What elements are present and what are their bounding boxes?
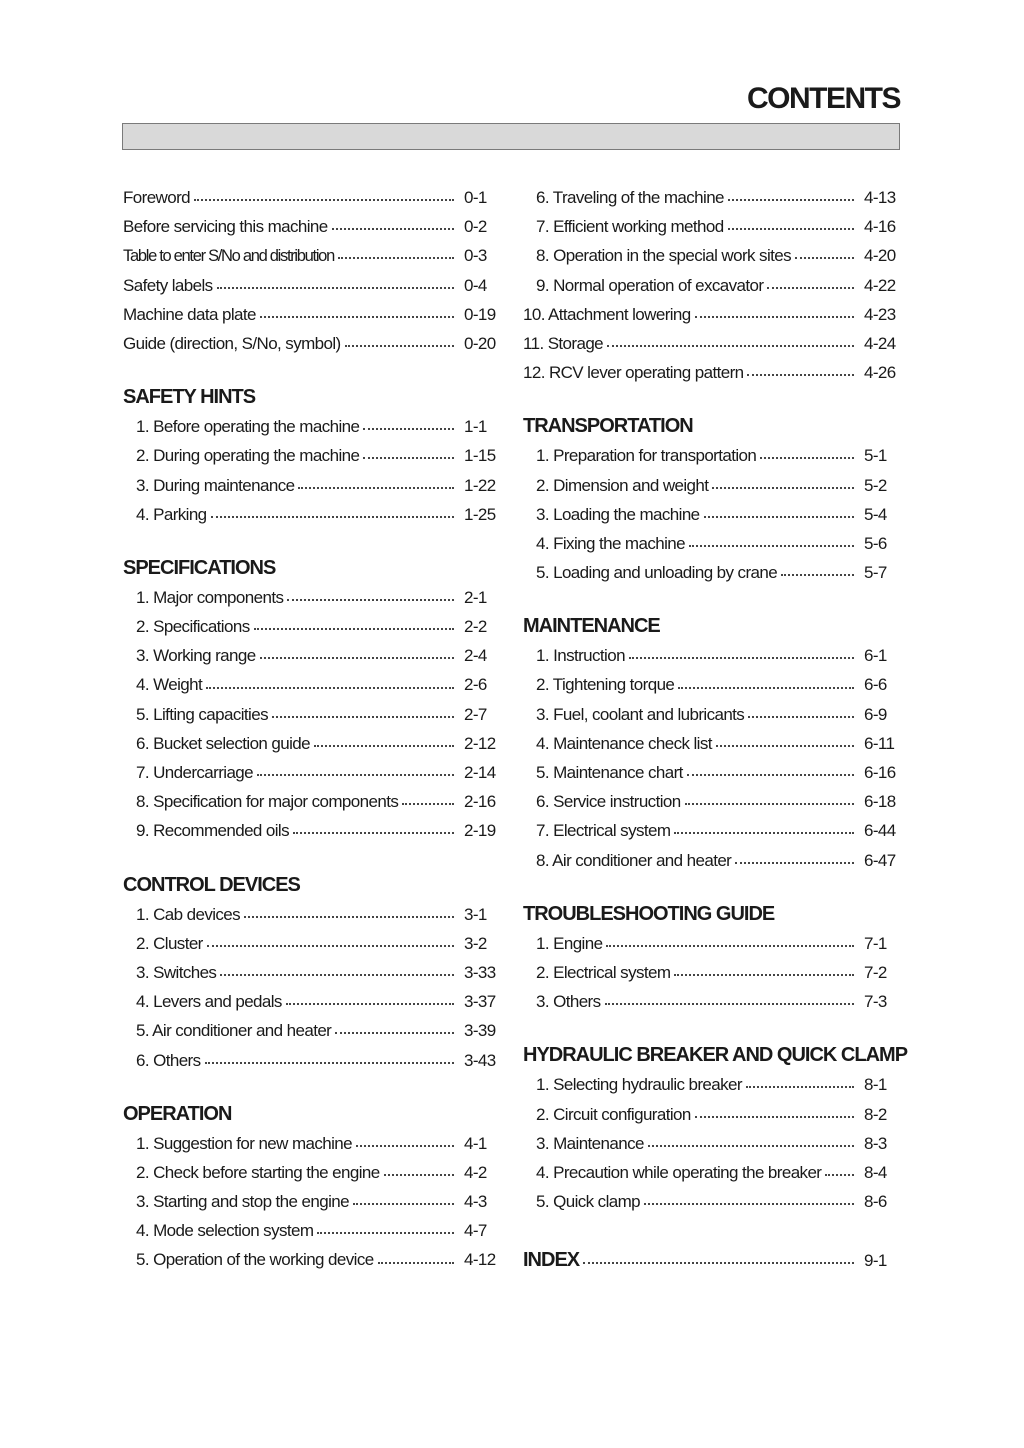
toc-entry[interactable] bbox=[523, 641, 896, 670]
entry-label: 4. Fixing the machine bbox=[536, 533, 685, 553]
toc-entry[interactable] bbox=[123, 1046, 496, 1075]
entry-label: 1. Cab devices bbox=[136, 904, 241, 924]
toc-entry[interactable] bbox=[523, 358, 896, 387]
section-heading-hydraulic-breaker[interactable]: HYDRAULIC BREAKER AND QUICK CLAMP bbox=[523, 1044, 908, 1067]
toc-entry[interactable] bbox=[523, 670, 896, 699]
leader-dots bbox=[644, 1202, 854, 1205]
entry-page: 8-6 bbox=[864, 1192, 887, 1212]
toc-entry[interactable] bbox=[123, 212, 496, 241]
toc-entry[interactable] bbox=[523, 987, 896, 1016]
leader-dots bbox=[781, 573, 854, 576]
entry-label: 4. Parking bbox=[136, 504, 207, 524]
toc-entry[interactable] bbox=[523, 271, 896, 300]
entry-page: 4-13 bbox=[864, 188, 896, 207]
leader-dots bbox=[795, 256, 854, 259]
entry-page: 6-1 bbox=[864, 646, 887, 666]
entry-page: 2-12 bbox=[464, 733, 496, 753]
entry-page: 3-2 bbox=[464, 933, 487, 953]
entry-label: 1. Selecting hydraulic breaker bbox=[536, 1075, 742, 1095]
leader-dots bbox=[205, 1061, 454, 1064]
entry-label: 9. Normal operation of excavator bbox=[536, 275, 764, 295]
entry-label: 3. Working range bbox=[136, 646, 256, 666]
leader-dots bbox=[695, 315, 854, 318]
entry-label: 2. Cluster bbox=[136, 933, 203, 953]
leader-dots bbox=[356, 1144, 454, 1147]
entry-page: 4-2 bbox=[464, 1162, 487, 1182]
leader-dots bbox=[695, 1115, 854, 1118]
entry-label: 6. Bucket selection guide bbox=[136, 733, 311, 753]
toc-entry[interactable] bbox=[523, 1070, 896, 1099]
entry-label: 4. Precaution while operating the breaker bbox=[536, 1162, 822, 1182]
leader-dots bbox=[272, 715, 454, 718]
section-heading-maintenance[interactable]: MAINTENANCE bbox=[523, 615, 660, 638]
toc-entry[interactable] bbox=[123, 583, 496, 612]
entry-page: 5-7 bbox=[864, 563, 887, 583]
leader-dots bbox=[332, 227, 454, 230]
leader-dots bbox=[207, 944, 454, 947]
leader-dots bbox=[244, 915, 454, 918]
page-title: CONTENTS bbox=[747, 82, 900, 115]
entry-label: 4. Levers and pedals bbox=[136, 992, 282, 1012]
entry-label: Safety labels bbox=[123, 275, 213, 295]
toc-entry[interactable] bbox=[523, 758, 896, 787]
entry-label: 8. Specification for major components bbox=[136, 792, 399, 812]
toc-entry[interactable] bbox=[523, 1100, 896, 1129]
leader-dots bbox=[760, 456, 854, 459]
entry-label: 6. Others bbox=[136, 1050, 201, 1070]
entry-label: 5. Maintenance chart bbox=[536, 763, 683, 782]
entry-label: 6. Service instruction bbox=[536, 792, 681, 812]
leader-dots bbox=[648, 1144, 854, 1147]
leader-dots bbox=[746, 1085, 854, 1088]
entry-label: 4. Maintenance check list bbox=[536, 733, 712, 753]
toc-entry[interactable] bbox=[123, 271, 496, 300]
leader-dots bbox=[689, 544, 854, 547]
leader-dots bbox=[607, 344, 854, 347]
entry-label: 10. Attachment lowering bbox=[523, 304, 691, 324]
toc-entry[interactable] bbox=[523, 441, 896, 470]
leader-dots bbox=[254, 627, 454, 630]
entry-page: 8-1 bbox=[864, 1075, 887, 1095]
toc-entry[interactable] bbox=[123, 1245, 496, 1274]
toc-entry[interactable] bbox=[123, 412, 496, 441]
entry-page: 5-2 bbox=[864, 475, 887, 495]
toc-entry[interactable] bbox=[123, 1129, 496, 1158]
entry-label: Table to enter S/No and distribution bbox=[123, 247, 334, 266]
entry-page: 4-23 bbox=[864, 304, 896, 324]
leader-dots bbox=[257, 773, 454, 776]
section-heading-specifications[interactable]: SPECIFICATIONS bbox=[123, 556, 276, 579]
toc-entry[interactable] bbox=[123, 1216, 496, 1245]
entry-page: 0-1 bbox=[464, 188, 487, 207]
entry-page: 8-2 bbox=[864, 1104, 887, 1124]
entry-page: 6-6 bbox=[864, 675, 887, 695]
entry-label: 1. Before operating the machine bbox=[136, 417, 360, 437]
leader-dots bbox=[605, 1002, 854, 1005]
entry-page: 4-22 bbox=[864, 275, 896, 295]
leader-dots bbox=[712, 486, 854, 489]
entry-page: 8-4 bbox=[864, 1162, 887, 1182]
entry-page: 5-6 bbox=[864, 533, 887, 553]
entry-label: Guide (direction, S/No, symbol) bbox=[123, 333, 341, 353]
leader-dots bbox=[293, 831, 454, 834]
entry-label: 4. Mode selection system bbox=[136, 1221, 314, 1241]
entry-page: 6-9 bbox=[864, 704, 887, 724]
leader-dots bbox=[748, 715, 854, 718]
toc-entry[interactable] bbox=[123, 929, 496, 958]
leader-dots bbox=[345, 344, 454, 347]
section-heading-operation[interactable]: OPERATION bbox=[123, 1102, 232, 1125]
toc-entry[interactable] bbox=[123, 612, 496, 641]
leader-dots bbox=[211, 515, 454, 518]
toc-entry[interactable] bbox=[123, 700, 496, 729]
entry-page: 4-20 bbox=[864, 246, 896, 266]
entry-label: 5. Lifting capacities bbox=[136, 704, 268, 724]
toc-entry[interactable] bbox=[523, 929, 896, 958]
entry-page: 0-4 bbox=[464, 275, 487, 295]
toc-entry[interactable] bbox=[523, 183, 896, 212]
entry-page: 0-3 bbox=[464, 246, 487, 266]
leader-dots bbox=[747, 373, 854, 376]
toc-entry[interactable] bbox=[523, 558, 896, 587]
leader-dots bbox=[384, 1173, 454, 1176]
leader-dots bbox=[767, 286, 854, 289]
entry-label: 7. Electrical system bbox=[536, 821, 671, 841]
entry-label: 1. Instruction bbox=[536, 646, 625, 666]
entry-label: 8. Air conditioner and heater bbox=[536, 850, 732, 870]
entry-page: 0-2 bbox=[464, 217, 487, 237]
entry-label: 5. Loading and unloading by crane bbox=[536, 563, 778, 583]
toc-entry[interactable] bbox=[123, 758, 496, 787]
entry-label: 3. Switches bbox=[136, 962, 217, 982]
leader-dots bbox=[335, 1031, 454, 1034]
entry-page: 6-18 bbox=[864, 792, 896, 812]
toc-entry[interactable] bbox=[523, 1129, 896, 1158]
entry-page: 7-3 bbox=[864, 992, 887, 1012]
leader-dots bbox=[629, 656, 854, 659]
leader-dots bbox=[728, 198, 854, 201]
entry-label: 2. Dimension and weight bbox=[536, 475, 709, 495]
leader-dots bbox=[220, 973, 454, 976]
entry-page: 7-2 bbox=[864, 962, 887, 982]
leader-dots bbox=[363, 427, 454, 430]
title-bar bbox=[122, 123, 900, 150]
entry-page: 0-19 bbox=[464, 304, 496, 324]
toc-entry[interactable] bbox=[123, 1016, 496, 1045]
toc-entry[interactable] bbox=[123, 816, 496, 845]
section-heading-transportation[interactable]: TRANSPORTATION bbox=[523, 415, 693, 438]
entry-page: 1-1 bbox=[464, 417, 487, 437]
entry-page: 4-26 bbox=[864, 363, 896, 383]
entry-label: 2. Tightening torque bbox=[536, 675, 675, 695]
entry-page: 2-7 bbox=[464, 704, 487, 724]
leader-dots bbox=[687, 773, 854, 776]
entry-page: 0-20 bbox=[464, 333, 496, 353]
leader-dots bbox=[735, 861, 854, 864]
entry-page: 3-39 bbox=[464, 1021, 496, 1041]
entry-page: 6-16 bbox=[864, 763, 896, 782]
toc-entry[interactable] bbox=[123, 987, 496, 1016]
leader-dots bbox=[317, 1231, 454, 1234]
toc-entry[interactable] bbox=[523, 500, 896, 529]
toc-entry[interactable] bbox=[123, 500, 496, 529]
leader-dots bbox=[260, 315, 454, 318]
toc-entry[interactable] bbox=[523, 300, 896, 329]
toc-left-column bbox=[123, 183, 496, 1275]
entry-label: 11. Storage bbox=[523, 333, 604, 353]
entry-page: 3-43 bbox=[464, 1050, 496, 1070]
toc-entry[interactable] bbox=[523, 729, 896, 758]
leader-dots bbox=[314, 744, 454, 747]
leader-dots bbox=[716, 744, 854, 747]
entry-page: 3-33 bbox=[464, 962, 496, 982]
leader-dots bbox=[674, 973, 854, 976]
leader-dots bbox=[287, 598, 454, 601]
entry-page: 4-12 bbox=[464, 1250, 496, 1270]
entry-page: 8-3 bbox=[864, 1133, 887, 1153]
entry-label: 1. Engine bbox=[536, 933, 603, 953]
entry-page: 1-15 bbox=[464, 446, 496, 466]
entry-page: 2-4 bbox=[464, 646, 487, 666]
entry-page: 7-1 bbox=[864, 933, 887, 953]
entry-label: 3. Loading the machine bbox=[536, 504, 700, 524]
entry-label: 5. Quick clamp bbox=[536, 1192, 641, 1212]
entry-page: 6-44 bbox=[864, 821, 896, 841]
entry-label: 1. Preparation for transportation bbox=[536, 446, 757, 466]
entry-label: 9. Recommended oils bbox=[136, 821, 290, 841]
toc-entry[interactable] bbox=[523, 329, 896, 358]
entry-label: 2. Specifications bbox=[136, 617, 250, 637]
toc-entry[interactable] bbox=[523, 700, 896, 729]
section-heading-safety[interactable]: SAFETY HINTS bbox=[123, 386, 256, 409]
entry-page: 2-1 bbox=[464, 587, 487, 607]
leader-dots bbox=[825, 1173, 854, 1176]
entry-page: 5-1 bbox=[864, 446, 887, 466]
leader-dots bbox=[606, 944, 854, 947]
entry-label: Foreword bbox=[123, 188, 191, 207]
entry-page: 3-1 bbox=[464, 904, 487, 924]
entry-page: 1-22 bbox=[464, 475, 496, 495]
entry-label: 3. Starting and stop the engine bbox=[136, 1192, 349, 1212]
entry-page: 2-2 bbox=[464, 617, 487, 637]
section-heading-troubleshooting[interactable]: TROUBLESHOOTING GUIDE bbox=[523, 902, 775, 925]
toc-entry-index[interactable] bbox=[523, 1246, 896, 1275]
entry-page: 1-25 bbox=[464, 504, 496, 524]
entry-label: 2. During operating the machine bbox=[136, 446, 360, 466]
toc-entry[interactable] bbox=[123, 958, 496, 987]
leader-dots bbox=[728, 227, 854, 230]
toc-entry[interactable] bbox=[123, 183, 496, 212]
leader-dots bbox=[286, 1002, 454, 1005]
entry-label: Before servicing this machine bbox=[123, 217, 328, 237]
entry-label: 7. Efficient working method bbox=[536, 217, 724, 237]
leader-dots bbox=[685, 802, 854, 805]
leader-dots bbox=[353, 1202, 454, 1205]
entry-label: 6. Traveling of the machine bbox=[536, 188, 724, 207]
toc-entry[interactable] bbox=[523, 958, 896, 987]
entry-label: 3. Maintenance bbox=[536, 1133, 644, 1153]
entry-page: 4-3 bbox=[464, 1192, 487, 1212]
entry-page: 2-19 bbox=[464, 821, 496, 841]
entry-page: 4-1 bbox=[464, 1133, 487, 1153]
entry-page: 4-24 bbox=[864, 333, 896, 353]
leader-dots bbox=[378, 1261, 454, 1264]
leader-dots bbox=[260, 656, 454, 659]
toc-entry[interactable] bbox=[523, 787, 896, 816]
toc-entry[interactable] bbox=[123, 1158, 496, 1187]
toc-entry[interactable] bbox=[123, 1187, 496, 1216]
toc-entry[interactable] bbox=[123, 329, 496, 358]
entry-page: 6-47 bbox=[864, 850, 896, 870]
entry-label: 2. Circuit configuration bbox=[536, 1104, 691, 1124]
entry-page: 6-11 bbox=[864, 733, 895, 753]
toc-entry[interactable] bbox=[523, 241, 896, 270]
entry-label: 1. Suggestion for new machine bbox=[136, 1133, 353, 1153]
leader-dots bbox=[194, 198, 454, 201]
entry-page: 3-37 bbox=[464, 992, 496, 1012]
leader-dots bbox=[217, 286, 454, 289]
entry-label: 4. Weight bbox=[136, 675, 203, 695]
toc-entry[interactable] bbox=[523, 816, 896, 845]
toc-entry[interactable] bbox=[523, 529, 896, 558]
entry-label: 3. Fuel, coolant and lubricants bbox=[536, 704, 745, 724]
toc-entry[interactable] bbox=[123, 471, 496, 500]
index-page: 9-1 bbox=[864, 1251, 887, 1271]
toc-entry[interactable] bbox=[123, 729, 496, 758]
toc-entry[interactable] bbox=[123, 441, 496, 470]
entry-label: 2. Electrical system bbox=[536, 962, 671, 982]
entry-label: 7. Undercarriage bbox=[136, 763, 254, 782]
entry-page: 2-16 bbox=[464, 792, 496, 812]
entry-page: 2-14 bbox=[464, 763, 496, 782]
toc-entry[interactable] bbox=[523, 471, 896, 500]
leader-dots bbox=[338, 256, 454, 259]
leader-dots bbox=[583, 1261, 854, 1264]
toc-entry[interactable] bbox=[123, 670, 496, 699]
leader-dots bbox=[704, 515, 854, 518]
entry-label: 5. Air conditioner and heater bbox=[136, 1021, 332, 1041]
entry-label: Machine data plate bbox=[123, 304, 256, 324]
entry-label: 12. RCV lever operating pattern bbox=[523, 363, 744, 383]
toc-entry[interactable] bbox=[523, 1158, 896, 1187]
toc-entry[interactable] bbox=[123, 241, 496, 270]
toc-right-column bbox=[523, 183, 908, 1275]
entry-page: 2-6 bbox=[464, 675, 487, 695]
leader-dots bbox=[206, 686, 454, 689]
entry-label: 1. Major components bbox=[136, 587, 284, 607]
leader-dots bbox=[674, 831, 854, 834]
toc-entry[interactable] bbox=[523, 846, 896, 875]
entry-label: 3. Others bbox=[536, 992, 601, 1012]
section-heading-control-devices[interactable]: CONTROL DEVICES bbox=[123, 873, 300, 896]
entry-page: 4-7 bbox=[464, 1221, 487, 1241]
index-label: INDEX bbox=[523, 1249, 580, 1272]
entry-label: 3. During maintenance bbox=[136, 475, 295, 495]
toc-entry[interactable] bbox=[523, 1187, 896, 1216]
entry-label: 2. Check before starting the engine bbox=[136, 1162, 380, 1182]
leader-dots bbox=[298, 486, 454, 489]
leader-dots bbox=[402, 802, 454, 805]
entry-page: 4-16 bbox=[864, 217, 896, 237]
entry-label: 8. Operation in the special work sites bbox=[536, 246, 792, 266]
toc-entry[interactable] bbox=[123, 900, 496, 929]
entry-page: 5-4 bbox=[864, 504, 887, 524]
entry-label: 5. Operation of the working device bbox=[136, 1250, 374, 1270]
toc-entry[interactable] bbox=[523, 212, 896, 241]
toc-entry[interactable] bbox=[123, 300, 496, 329]
toc-entry[interactable] bbox=[123, 641, 496, 670]
leader-dots bbox=[363, 456, 454, 459]
toc-entry[interactable] bbox=[123, 787, 496, 816]
leader-dots bbox=[678, 686, 854, 689]
